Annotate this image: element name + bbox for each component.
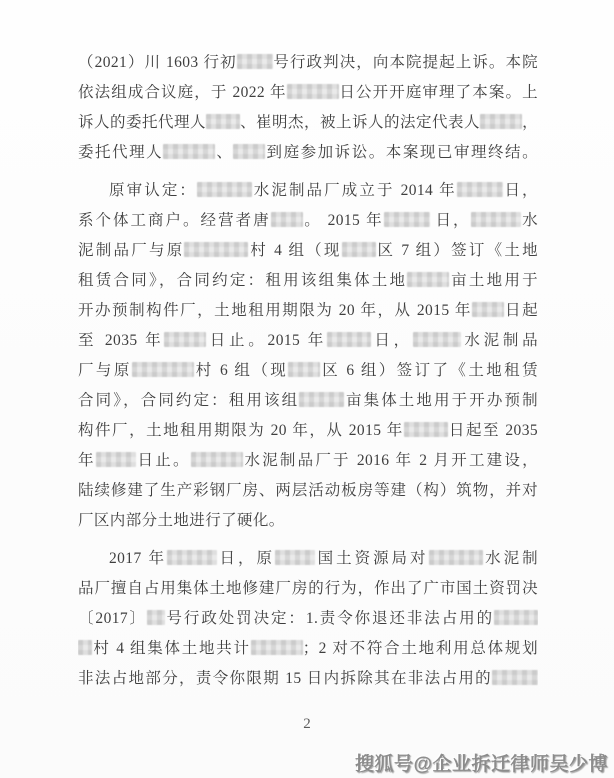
redacted-text (78, 640, 92, 655)
text-segment: 日， (371, 332, 413, 349)
redacted-text (327, 332, 371, 347)
text-segment: 依法组成合议庭，于 2022 年 (78, 84, 287, 101)
redacted-text (164, 332, 206, 347)
redacted-text (251, 640, 303, 655)
text-line (78, 326, 538, 356)
redacted-text (407, 272, 449, 287)
text-segment: 〔2017〕 (78, 610, 147, 627)
text-line (78, 446, 538, 476)
page-number: 2 (303, 716, 311, 732)
text-segment: 日，原 (216, 550, 276, 567)
text-segment: 村 4 组集体土地共计 (92, 640, 251, 657)
text-segment: 日公开开庭审理了本案。上 (338, 84, 538, 101)
text-segment: 构件厂，土地租用期限为 20 年，从 2015 年 (78, 422, 404, 439)
text-line (78, 266, 538, 296)
redacted-text (163, 144, 215, 159)
text-segment: 国土资源局对 (315, 550, 429, 567)
text-segment: 原审认定： (109, 182, 198, 199)
text-segment: 日， (429, 212, 471, 229)
redacted-text (429, 550, 483, 565)
text-segment: 水泥制品 (460, 332, 538, 349)
text-line (78, 296, 538, 326)
text-line (78, 416, 538, 446)
redacted-text (299, 392, 344, 407)
text-segment: 至 2035 年 (78, 332, 165, 349)
text-line (78, 544, 538, 574)
text-line (78, 356, 538, 386)
redacted-text (287, 84, 339, 99)
redacted-text (184, 242, 248, 257)
text-line (78, 506, 538, 536)
text-segment: 泥制品厂与原 (78, 242, 185, 259)
text-segment: 品厂擅自占用集体土地修建厂房的行为，作出了广市国土资罚决 (78, 580, 538, 597)
text-segment: 日起至 2035 (447, 422, 538, 439)
text-segment: 日， (502, 182, 538, 199)
redacted-text (384, 212, 430, 227)
text-line (78, 48, 538, 78)
text-segment: 。 2015 年 (302, 212, 384, 229)
redacted-text (457, 182, 503, 197)
text-segment: 2017 年 (109, 550, 167, 567)
redacted-text (492, 670, 538, 685)
redacted-text (237, 54, 273, 69)
text-segment: 厂区内部分土地进行了硬化。 (78, 512, 285, 529)
text-segment: 日起 (503, 302, 538, 319)
text-segment: 、 (215, 144, 234, 161)
text-segment: 水 (520, 212, 538, 229)
text-line (78, 108, 538, 138)
text-segment: 区 6 组）签订了《土地租赁 (320, 362, 538, 379)
redacted-text (191, 452, 243, 467)
redacted-text (494, 610, 538, 625)
redacted-text (471, 212, 521, 227)
text-line (78, 176, 538, 206)
text-line (78, 604, 538, 634)
redacted-text (275, 550, 315, 565)
text-line (78, 138, 538, 168)
watermark: 搜狐号@企业拆迁律师吴少博 (354, 754, 608, 775)
text-segment: 、崔明杰，被上诉人的法定代表人 (239, 114, 480, 131)
text-segment: 水泥制品厂成立于 2014 年 (252, 182, 457, 199)
redacted-text (206, 114, 240, 129)
redacted-text (480, 114, 522, 129)
text-segment: ；2 对不符合土地利用总体规划 (302, 640, 538, 657)
text-segment: 租赁合同》，合同约定：租用该组集体土地 (78, 272, 408, 289)
text-segment: 开办预制构件厂，土地租用期限为 20 年，从 2015 年 (78, 302, 472, 319)
text-segment: 诉人的委托代理人 (78, 114, 206, 131)
text-segment: 委托代理人 (78, 144, 164, 161)
text-segment: 合同》，合同约定：租用该组 (78, 392, 300, 409)
redacted-text (197, 182, 252, 197)
text-segment: 号行政判决，向本院提起上诉。本院 (272, 54, 538, 71)
text-segment: 厂与原 (78, 362, 132, 379)
redacted-text (404, 422, 448, 437)
text-line (78, 664, 538, 694)
text-line (78, 78, 538, 108)
redacted-text (132, 362, 194, 377)
redacted-text (472, 302, 504, 317)
text-segment: 日止。 (135, 452, 191, 469)
redacted-text (342, 242, 376, 257)
text-line (78, 386, 538, 416)
text-segment: 系个体工商户。经营者唐 (78, 212, 271, 229)
text-segment: （2021）川 1603 行初 (78, 54, 237, 71)
redacted-text (271, 212, 303, 227)
text-segment: 水泥制品厂于 2016 年 2 月开工建设， (242, 452, 538, 469)
text-segment: 陆续修建了生产彩钢厂房、两层活动板房等建（构）筑物，并对 (78, 482, 538, 499)
text-segment: 年 (78, 452, 96, 469)
text-segment: 亩集体土地用于开办预制 (344, 392, 538, 409)
text-segment: 区 7 组）签订《土地 (375, 242, 538, 259)
redacted-text (167, 550, 217, 565)
text-segment: 日止。2015 年 (206, 332, 328, 349)
text-segment: 村 6 组（现 (193, 362, 289, 379)
text-segment: 到庭参加诉讼。本案现已审理终结。 (265, 144, 538, 161)
document-lines (78, 48, 538, 694)
text-line (78, 206, 538, 236)
text-segment: 非法占地部分，责令你限期 15 日内拆除其在非法占用的 (78, 670, 492, 687)
text-line (78, 574, 538, 604)
redacted-text (288, 362, 320, 377)
text-segment: 水泥制 (482, 550, 538, 567)
text-line (78, 476, 538, 506)
redacted-text (96, 452, 136, 467)
text-segment: 村 4 组（现 (248, 242, 342, 259)
redacted-text (233, 144, 265, 159)
text-segment: 亩土地用于 (449, 272, 538, 289)
text-line (78, 634, 538, 664)
text-segment: ， (522, 114, 538, 131)
text-segment: 号行政处罚决定：1.责令你退还非法占用的 (164, 610, 494, 627)
redacted-text (413, 332, 461, 347)
text-line (78, 236, 538, 266)
redacted-text (147, 610, 165, 625)
